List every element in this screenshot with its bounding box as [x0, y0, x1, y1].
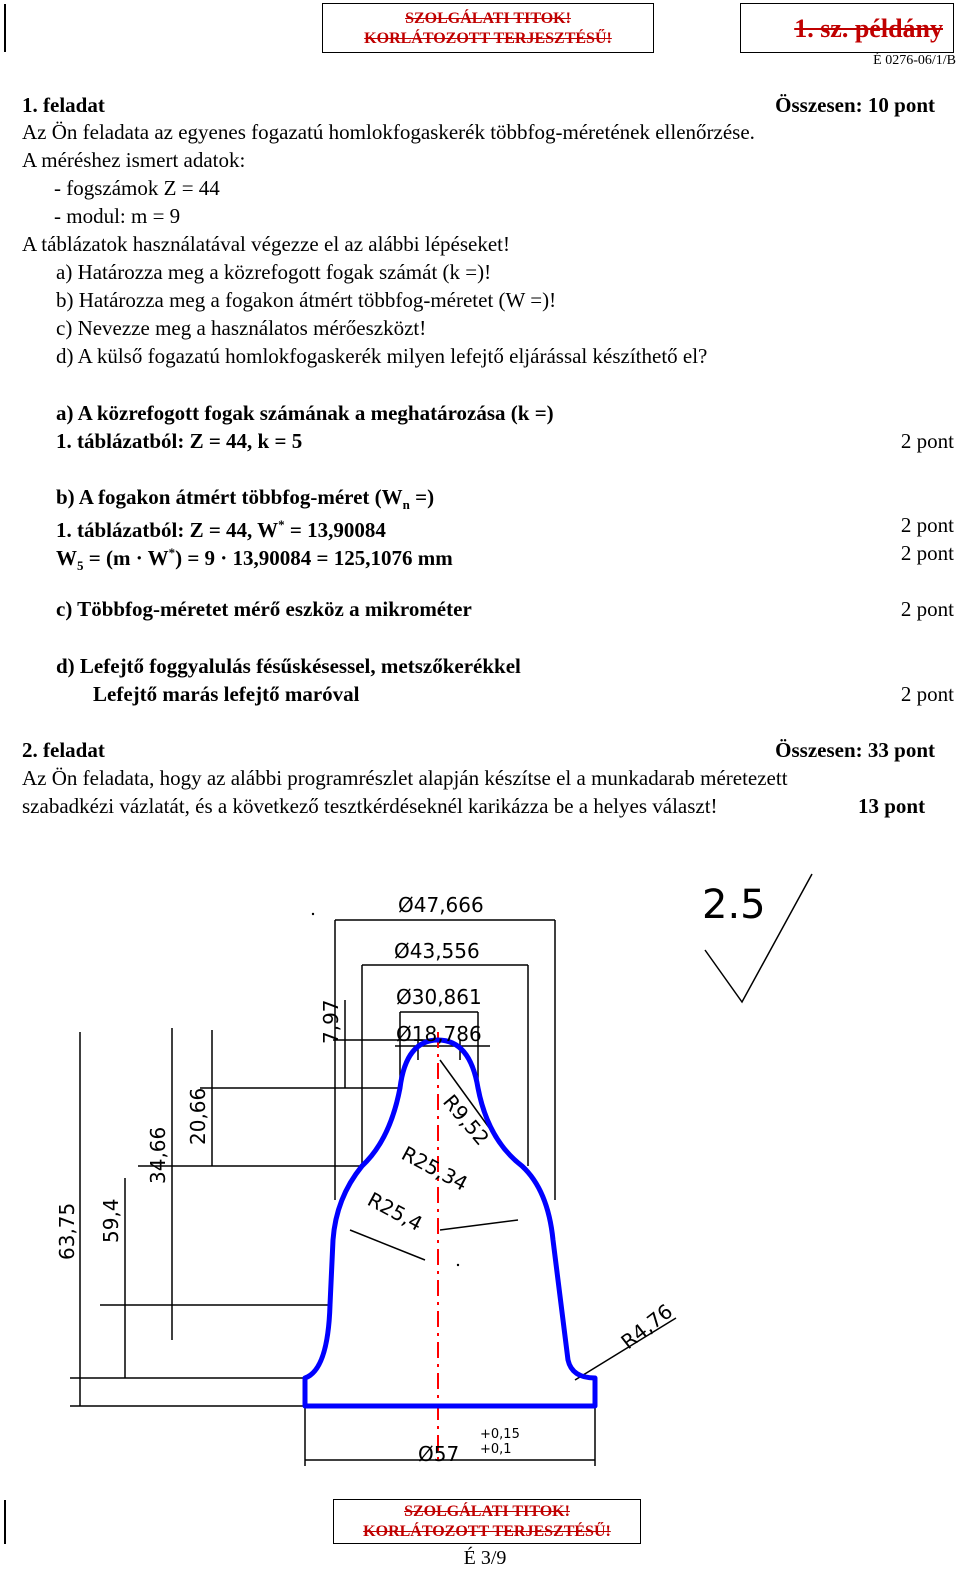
task1-question-d: d) A külső fogazatú homlokfogaskerék milyen lefejtő eljárással készíthető el? [56, 344, 708, 368]
footer-classification-box [333, 1499, 641, 1544]
points-d: 2 pont [900, 682, 954, 706]
dim-diameter-30: Ø30,861 [396, 985, 482, 1009]
copy-number-box [740, 3, 954, 53]
task1-data-1: - fogszámok Z = 44 [54, 176, 220, 200]
task1-known-data: A méréshez ismert adatok: [22, 148, 246, 172]
task1-question-c: c) Nevezze meg a használatos mérőeszközt! [56, 316, 427, 340]
task2-intro-line2: szabadkézi vázlatát, és a következő tesztkérdéseknél karikázza be a helyes választ! [22, 794, 718, 818]
task1-question-a: a) Határozza meg a közrefogott fogak számát (k =)! [56, 260, 492, 284]
copy-number-label: 1. sz. példány [794, 14, 943, 43]
tolerance-lower: +0,1 [480, 1442, 512, 1457]
doc-code: É 0276-06/1/B [873, 53, 956, 68]
points-c: 2 pont [900, 597, 954, 621]
stray-dot-2 [457, 1264, 459, 1266]
answer-c: c) Többfog-méretet mérő eszköz a mikrométer [56, 597, 472, 621]
task1-data-2: - modul: m = 9 [54, 204, 181, 228]
answer-b-line2-sup: * [168, 545, 176, 560]
classification-line2: KORLÁTOZOTT TERJESZTÉSŰ! [364, 30, 612, 47]
answer-b-line1-text: 1. táblázatból: Z = 44, W [56, 518, 279, 542]
task1-title: 1. feladat [22, 93, 105, 117]
answer-b-line1-sup: * [278, 517, 285, 532]
dim-radius-952: R9,52 [438, 1089, 495, 1150]
answer-b-line2-end: ) = 9 · 13,90084 = 125,1076 mm [175, 546, 453, 570]
dim-height-797: 7,97 [319, 999, 343, 1044]
answer-d1: d) Lefejtő foggyalulás fésűskésessel, metszőkerékkel [56, 654, 521, 678]
tolerance-upper: +0,15 [480, 1427, 520, 1442]
answer-d2: Lefejtő marás lefejtő maróval [93, 682, 360, 706]
dim-radius-254: R25,4 [363, 1187, 427, 1236]
classification-line1: SZOLGÁLATI TITOK! [405, 10, 571, 27]
dim-diameter-47: Ø47,666 [398, 893, 484, 917]
points-a: 2 pont [900, 429, 954, 453]
points-b1: 2 pont [900, 513, 954, 537]
dim-radius-476: R4,76 [616, 1299, 678, 1354]
answer-b-title-sub: n [402, 497, 410, 513]
dim-height-2066: 20,66 [186, 1087, 210, 1145]
task2-intro-line1: Az Ön feladata, hogy az alábbi programrészlet alapján készítse el a munkadarab méretezett [22, 766, 788, 790]
answer-b-line2-sub: 5 [77, 558, 84, 574]
classification-box [322, 3, 654, 53]
left-margin-line [4, 4, 6, 52]
task1-intro: Az Ön feladata az egyenes fogazatú homlokfogaskerék többfog-méretének ellenőrzése. [22, 120, 755, 144]
answer-b-line2-w: W [56, 546, 77, 570]
task1-instruction: A táblázatok használatával végezze el az alábbi lépéseket! [22, 232, 510, 256]
task2-total: Összesen: 33 pont [775, 738, 935, 762]
task2-title: 2. feladat [22, 738, 105, 762]
technical-drawing [0, 840, 960, 1480]
answer-b-title-text: b) A fogakon átmért többfog-méret (W [56, 485, 403, 509]
task2-intro-points: 13 pont [858, 794, 926, 818]
dim-diameter-43: Ø43,556 [394, 939, 480, 963]
roughness-value: 2.5 [702, 882, 766, 928]
page-number: É 3/9 [463, 1547, 507, 1569]
dim-radius-2534: R25,34 [397, 1141, 472, 1196]
answer-b-line1-value: = 13,90084 [284, 518, 386, 542]
answer-a-title: a) A közrefogott fogak számának a meghatározása (k =) [56, 401, 554, 425]
answer-b-line2 [56, 540, 453, 579]
dim-height-3466: 34,66 [146, 1126, 170, 1184]
dim-diameter-57: Ø57 [418, 1442, 460, 1466]
dim-height-6375: 63,75 [55, 1202, 79, 1260]
answer-b-line2-mid: = (m · W [83, 546, 169, 570]
points-b2: 2 pont [900, 541, 954, 565]
answer-b-title-end: =) [409, 485, 435, 509]
answer-a-line: 1. táblázatból: Z = 44, k = 5 [56, 429, 303, 453]
answer-b-line1 [56, 512, 386, 543]
footer-classification-line1: SZOLGÁLATI TITOK! [404, 1503, 570, 1520]
footer-classification-line2: KORLÁTOZOTT TERJESZTÉSŰ! [363, 1523, 611, 1540]
dim-height-594: 59,4 [99, 1198, 123, 1243]
stray-dot-1 [312, 913, 314, 915]
task1-question-b: b) Határozza meg a fogakon átmért többfog-méretet (W =)! [56, 288, 557, 312]
dim-diameter-18: Ø18,786 [396, 1022, 482, 1046]
task1-total: Összesen: 10 pont [775, 93, 935, 117]
footer-left-margin-line [4, 1500, 6, 1544]
